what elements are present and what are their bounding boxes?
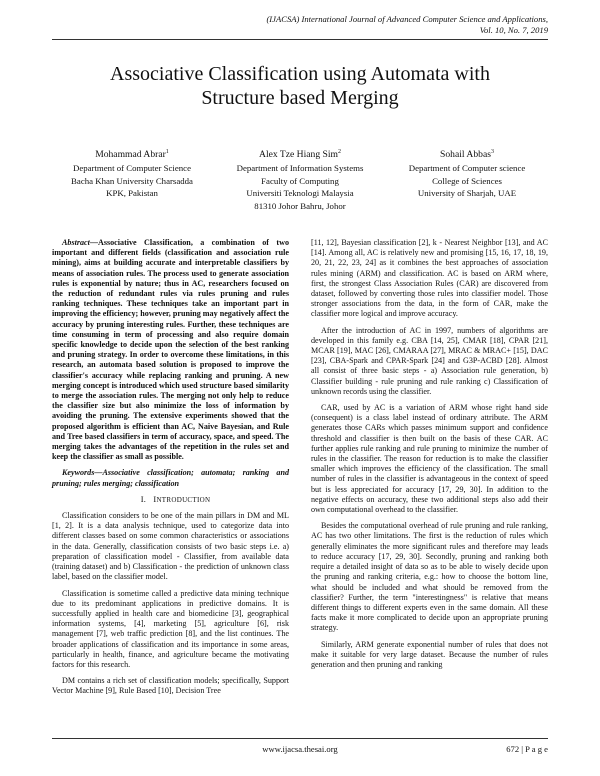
abstract-label: Abstract [62, 238, 90, 247]
abstract [52, 238, 289, 462]
section-rest: NTRODUCTION [156, 495, 211, 504]
left-paragraph-2: Classification is sometime called a predictive data mining technique due to its predominant applications in predictive domains. It is successfully applied in health care and biomedicine [3], geographical information systems, [4], marketing [5], agriculture [6], risk management [7], web traffic prediction [8], and the list continues. The broader applications of classification and its importance in some areas, particularly in health, finance, and agriculture became the motivating factors for this research. [52, 588, 289, 669]
section-number: I. [140, 494, 147, 504]
author-3 [386, 148, 548, 200]
header-rule [52, 39, 548, 40]
author-3-affil-2: College of Sciences [432, 175, 502, 186]
journal-line-2: Vol. 10, No. 7, 2019 [479, 25, 548, 35]
paper-title [40, 62, 560, 110]
author-1-affil-2: Bacha Khan University Charsadda [71, 175, 193, 186]
author-2-affil-2: Faculty of Computing [261, 175, 339, 186]
right-paragraph-1: [11, 12], Bayesian classification [2], k - Nearest Neighbor [13], and AC [14]. Among all, AC is relatively new and promising [15, 16, 17, 18, 19, 20, 21, 22, 23, 24] as it combines the best approaches of association rules mining (ARM) and classification. AC is based on ARM where, first, the strongest Class Association Rules (CAR) are discovered from dataset, followed by converting those rules into classifier model. Those stronger associations from the data, in the form of CAR, make the classifier more logical and improve accuracy. [311, 238, 548, 319]
journal-line-1: (IJACSA) International Journal of Advanced Computer Science and Applications, [266, 14, 548, 24]
author-1-affil-3: KPK, Pakistan [106, 188, 158, 199]
author-2-affil-4: 81310 Johor Bahru, Johor [254, 200, 346, 211]
right-paragraph-2: After the introduction of AC in 1997, numbers of algorithms are developed in this family e.g. CBA [14, 25], CMAR [18], CPAR [21], MCAR [19], MAC [26], CMARAA [27], MRAC & MRAC+ [15], DAC [23], CBA-Spark and CPAR-Spark [24] and G3P-ACBD [28]. Almost all consist of three basic steps - a) Association rule generation, b) Classifier building - rule pruning and rule ranking c) Classification of unknown records using the classifier. [311, 325, 548, 396]
right-paragraph-3: CAR, used by AC is a variation of ARM whose right hand side (consequent) is a class label instead of ordinary attribute. The ARM generates those CARs which passes minimum support and confidence threshold and classifier is then built on the basis of these CAR. AC further applies rule ranking and rule pruning to minimize the number of rules in the classifier. The reason for reduction is to make the classifier smaller which improves the efficiency of the classification. The small number of rules in the classifier is advantageous in the context of speed but is less appreciated for accuracy [17, 29, 30]. In addition to the negative effects on accuracy, these two additional steps also add their own computational overhead to the classifier. [311, 403, 548, 515]
right-paragraph-5: Similarly, ARM generate exponential number of rules that does not make it suitable for very large dataset. Because the number of rules generation and then pruning and ranking [311, 639, 548, 669]
left-column [52, 238, 289, 703]
abstract-text: —Associative Classification, a combination of two important and different fields (classification and association rule mining), aims at building accurate and interpretable classifiers by means of association rules. The process used to generate association rules is exponential by nature; thus in AC, researchers focused on the reduction of redundant rules via rules pruning and rules ranking techniques. These techniques take an important part in improving the efficiency; however, pruning may negatively affect the accuracy by pruning interesting rules. Further, these techniques are time consuming in term of processing and also require domain specific knowledge to decide upon the selection of the best ranking and pruning strategy. In order to overcome these limitations, in this research, an automata based solution is proposed to improve the classifier's accuracy while replacing ranking and pruning. A new merging concept is introduced which used structure based similarity to merge the association rules. The merging not only help to reduce the classifier size but also minimize the loss of information by avoiding the pruning. The extensive experiments showed that the proposed algorithm is efficient than AC, Naive Bayesian, and Rule and Tree based classifiers in term of accuracy, space, and speed. The merging takes the advantages of the repetition in the rules set and keep the classifier as small as possible. [52, 238, 289, 462]
left-paragraph-1: Classification considers to be one of the main pillars in DM and ML [1, 2]. It is a data analysis technique, used to categorize data into different classes based on some common characteristics or associations in the data. Generally, classification consists of two basic steps i.e. a) preparation of classification model - Classifier, from available data (training dataset) and b) Classification - the prediction of unknown class label, based on the classifier model. [52, 511, 289, 582]
author-3-affil-3: University of Sharjah, UAE [417, 188, 517, 199]
author-3-name: Sohail Abbas [440, 149, 491, 160]
author-1-affil-1: Department of Computer Science [73, 163, 191, 173]
journal-header [128, 14, 548, 36]
title-line-1: Associative Classification using Automata with [110, 63, 490, 85]
section-heading-introduction [52, 495, 289, 505]
right-column [311, 238, 548, 676]
title-line-2: Structure based Merging [201, 87, 399, 109]
author-2 [220, 148, 380, 212]
keywords-text: —Associative classification; automata; ranking and pruning; rules merging; classification [52, 468, 289, 488]
author-2-affil-3: Universiti Teknologi Malaysia [246, 188, 354, 199]
author-3-affil-1: Department of Computer science [408, 163, 526, 173]
left-paragraph-3: DM contains a rich set of classification models; specifically, Support Vector Machine [9], Rule Based [10], Decision Tree [52, 676, 289, 696]
section-first-letter: I [153, 494, 157, 504]
author-2-sup: 2 [337, 149, 341, 155]
footer-rule [52, 738, 548, 739]
author-1-sup: 1 [165, 149, 169, 155]
keywords [52, 468, 289, 488]
footer-page-number: 672 | P a g e [506, 744, 548, 754]
keywords-label: Keywords [62, 468, 95, 478]
right-paragraph-4: Besides the computational overhead of rule pruning and rule ranking, AC has two other limitations. The first is the reduction of rules which generally eliminates the more significant rules and therefore may leads to reduce accuracy [17, 29, 30]. Secondly, pruning and ranking both require a detailed insight of data so as to be able to wisely decide upon the pruning and ranking criteria, e.g.: how to choose the bottom line, what should be included and what should be removed from the classifier? Further, the term "interestingness" is relative that means different things to different experts even in the same domain. All these facts make it more complicated to decide upon an appropriate pruning strategy. [311, 521, 548, 633]
author-3-sup: 3 [490, 149, 494, 155]
author-1 [52, 148, 212, 200]
author-2-name: Alex Tze Hiang Sim [259, 149, 338, 160]
footer-url: www.ijacsa.thesai.org [262, 744, 338, 754]
author-2-affil-1: Department of Information Systems [236, 163, 364, 173]
author-1-name: Mohammad Abrar [95, 149, 166, 160]
